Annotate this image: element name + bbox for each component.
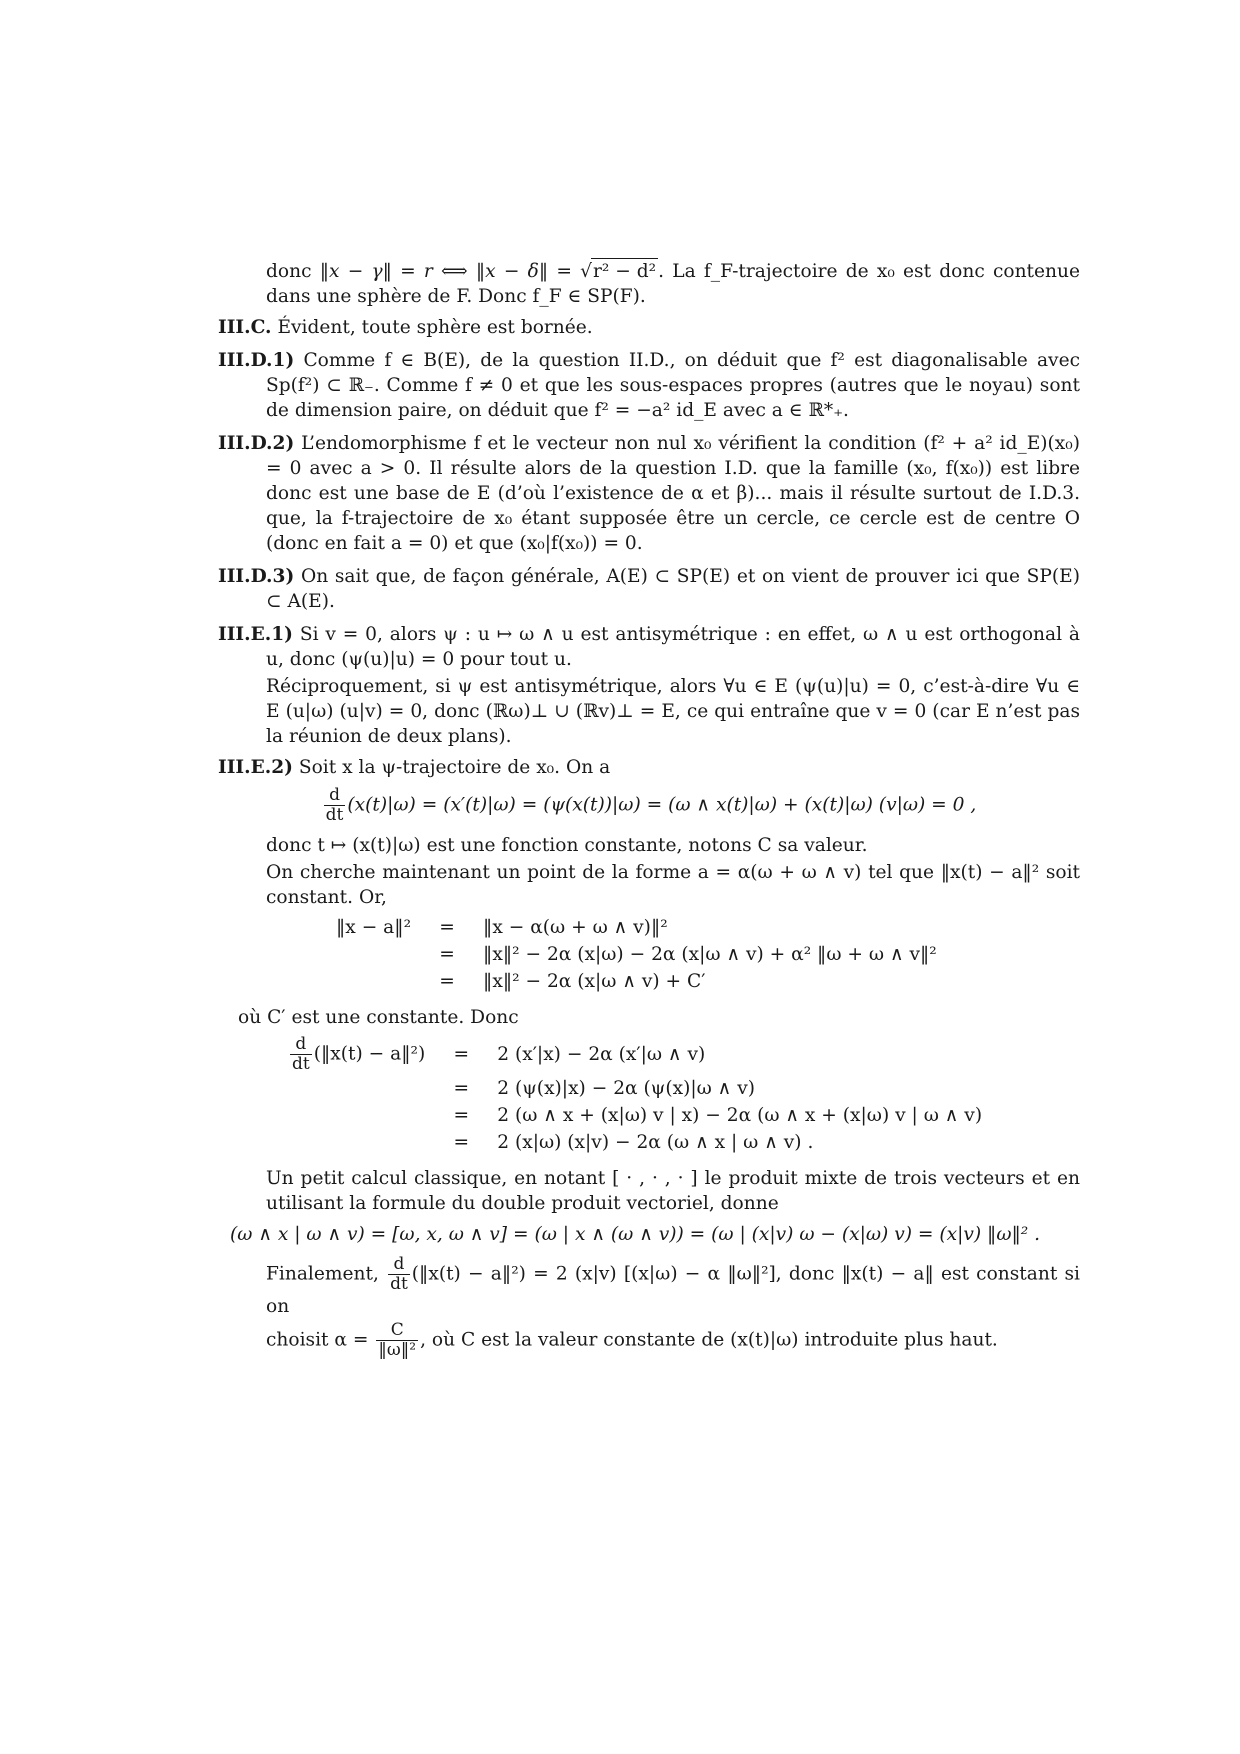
- section-IIID1: [218, 348, 1080, 423]
- section-IIID3: [218, 564, 1080, 614]
- align-eq: =: [439, 971, 455, 992]
- paragraph-final-choice: [266, 1321, 1080, 1360]
- intro-math: ‖x − γ‖ = r ⟺ ‖x − δ‖ =: [319, 261, 572, 282]
- align-rhs: 2 (ω ∧ x + (x|ω) v | x) − 2α (ω ∧ x + (x|ω) v | ω ∧ v): [497, 1105, 983, 1126]
- align-lhs: [328, 968, 419, 995]
- derivative-fraction: [388, 1255, 410, 1294]
- final-post: , où C est la valeur constante de (x(t)|ω) introduite plus haut.: [420, 1329, 998, 1351]
- derivative-argument: (‖x(t) − a‖²): [313, 1043, 426, 1065]
- frac-num: d: [324, 786, 346, 806]
- aligned-equations-derivative: [280, 1034, 990, 1156]
- align-eq: =: [453, 1132, 470, 1153]
- frac-num: d: [290, 1035, 312, 1055]
- align-eq: =: [453, 1105, 470, 1126]
- intro-pre: donc: [266, 261, 312, 282]
- section-IIID2: [218, 431, 1080, 556]
- section-label: III.E.1): [218, 624, 293, 645]
- section-text: Si v = 0, alors ψ : u ↦ ω ∧ u est antisymétrique : en effet, ω ∧ u est orthogonal à u, donc (ψ(u)|u) = 0 pour tout u.: [266, 624, 1080, 670]
- frac-den: dt: [390, 1274, 408, 1294]
- section-IIIE2: [218, 755, 1080, 780]
- align-row: [328, 968, 945, 995]
- align-lhs: [280, 1034, 433, 1075]
- section-text: On sait que, de façon générale, A(E) ⊂ SP(E) et on vient de prouver ici que SP(E) ⊂ A(E).: [266, 566, 1080, 612]
- paragraph-constant-C: donc t ↦ (x(t)|ω) est une fonction constante, notons C sa valeur.: [266, 835, 868, 856]
- align-lhs: ‖x − a‖²: [336, 917, 412, 938]
- equation-derivative-omega: [218, 786, 1080, 825]
- align-row: [280, 1075, 990, 1102]
- section-label: III.D.3): [218, 566, 295, 587]
- sqrt-sign: √: [580, 261, 593, 282]
- equation-body: (ω ∧ x | ω ∧ v) = [ω, x, ω ∧ v] = (ω | x ∧ (ω ∧ v)) = (ω | (x|v) ω − (x|ω) v) = (x|v) ‖ω‖² .: [230, 1224, 1041, 1245]
- align-rhs: 2 (x|ω) (x|v) − 2α (ω ∧ x | ω ∧ v) .: [497, 1132, 814, 1153]
- align-eq: =: [453, 1078, 470, 1099]
- section-text: Soit x la ψ-trajectoire de x₀. On a: [298, 757, 611, 778]
- align-rhs: ‖x‖² − 2α (x|ω ∧ v) + C′: [483, 971, 706, 992]
- align-rhs: ‖x − α(ω + ω ∧ v)‖²: [483, 917, 668, 938]
- alpha-fraction: [376, 1321, 418, 1360]
- section-label: III.D.2): [218, 433, 295, 454]
- section-IIIE1-converse: Réciproquement, si ψ est antisymétrique, alors ∀u ∈ E (ψ(u)|u) = 0, c’est-à-dire ∀u ∈ E (u|ω) (u|v) = 0, donc (ℝω)⊥ ∪ (ℝv)⊥ = E, ce qui entraîne que v = 0 (car E n’est pas la réunion de deux plans).: [266, 676, 1080, 747]
- derivative-fraction: [290, 1035, 312, 1074]
- frac-den: dt: [325, 805, 344, 825]
- align-eq: =: [439, 917, 455, 938]
- section-label: III.C.: [218, 317, 272, 338]
- align-rhs: 2 (ψ(x)|x) − 2α (ψ(x)|ω ∧ v): [497, 1078, 755, 1099]
- derivative-fraction: [324, 786, 346, 825]
- final-choose: choisit α =: [266, 1329, 369, 1351]
- paragraph-where-constant: où C′ est une constante. Donc: [238, 1007, 519, 1028]
- align-lhs: [328, 941, 419, 968]
- paragraph-mixed-product: Un petit calcul classique, en notant [ · , · , · ] le produit mixte de trois vecteurs et en utilisant la formule du double produit vectoriel, donne: [266, 1168, 1080, 1214]
- align-rhs: ‖x‖² − 2α (x|ω) − 2α (x|ω ∧ v) + α² ‖ω + ω ∧ v‖²: [483, 944, 937, 965]
- frac-num: C: [376, 1321, 418, 1341]
- align-eq: =: [453, 1044, 470, 1065]
- frac-num: d: [388, 1255, 410, 1275]
- section-IIIE1: [218, 622, 1080, 672]
- section-label: III.D.1): [218, 350, 295, 371]
- intro-paragraph: [266, 258, 1080, 309]
- paragraph-final: [266, 1255, 1080, 1319]
- align-eq: =: [439, 944, 455, 965]
- align-row: [328, 941, 945, 968]
- align-row: [280, 1102, 990, 1129]
- align-row: [328, 914, 945, 941]
- sqrt-radicand: r² − d²: [591, 258, 658, 284]
- section-text: Comme f ∈ B(E), de la question II.D., on déduit que f² est diagonalisable avec Sp(f²) ⊂ ℝ₋. Comme f ≠ 0 et que les sous-espaces propres (autres que le noyau) sont de dimension paire, on déduit que f² = −a² id_E avec a ∈ ℝ*₊.: [266, 350, 1080, 421]
- final-pre: Finalement,: [266, 1263, 379, 1285]
- section-IIIC: [218, 315, 1080, 340]
- frac-den: dt: [292, 1054, 310, 1074]
- final-mid: (‖x(t) − a‖²) = 2 (x|v) [(x|ω) − α ‖ω‖²], donc ‖x(t) − a‖ est constant si on: [266, 1263, 1080, 1317]
- intro-post: . La f_F-trajectoire de x₀ est donc contenue dans une sphère de F. Donc f_F ∈ SP(F).: [266, 261, 1080, 307]
- equation-body: (x(t)|ω) = (x′(t)|ω) = (ψ(x(t))|ω) = (ω ∧ x(t)|ω) + (x(t)|ω) (v|ω) = 0 ,: [347, 794, 977, 816]
- aligned-equations-norm: [328, 914, 945, 995]
- equation-mixed-product: [230, 1222, 1080, 1247]
- align-row: [280, 1129, 990, 1156]
- align-row: [280, 1034, 990, 1075]
- section-text: Évident, toute sphère est bornée.: [277, 317, 593, 338]
- section-label: III.E.2): [218, 757, 293, 778]
- paragraph-search-point: On cherche maintenant un point de la forme a = α(ω + ω ∧ v) tel que ‖x(t) − a‖² soit constant. Or,: [266, 862, 1080, 908]
- section-text: L’endomorphisme f et le vecteur non nul x₀ vérifient la condition (f² + a² id_E)(x₀) = 0 avec a > 0. Il résulte alors de la question I.D. que la famille (x₀, f(x₀)) est libre donc est une base de E (d’où l’existence de α et β)... mais il résulte surtout de I.D.3. que, la f-trajectoire de x₀ étant supposée être un cercle, ce cercle est de centre O (donc en fait a = 0) et que (x₀|f(x₀)) = 0.: [266, 433, 1080, 554]
- frac-den: ‖ω‖²: [378, 1340, 417, 1360]
- document-page: [218, 258, 1080, 1366]
- align-rhs: 2 (x′|x) − 2α (x′|ω ∧ v): [497, 1044, 706, 1065]
